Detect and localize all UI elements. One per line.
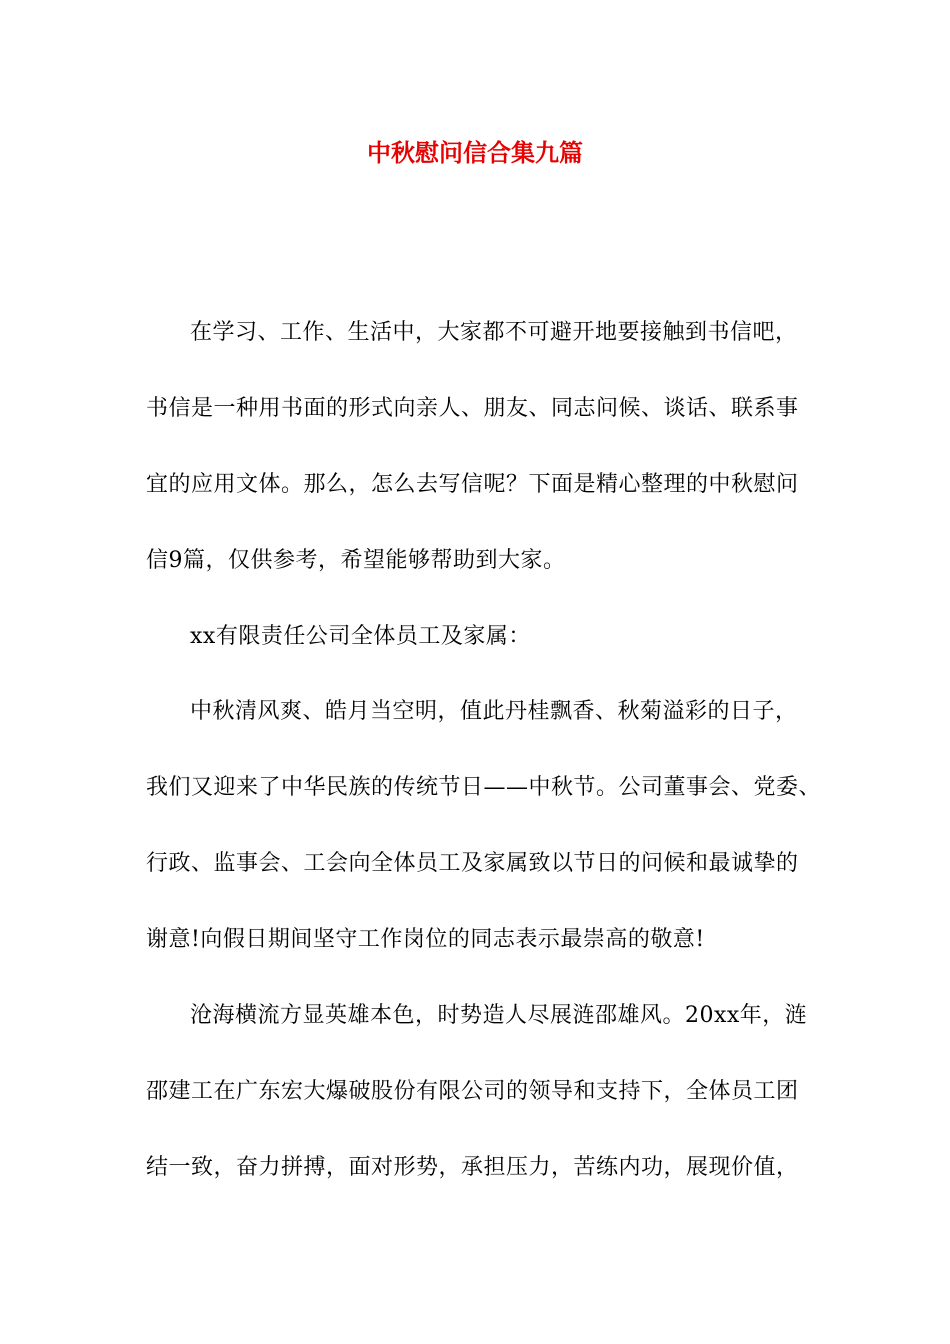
document-body bbox=[146, 318, 826, 1229]
document-title: 中秋慰问信合集九篇 bbox=[367, 138, 583, 167]
text-line: 在学习、工作、生活中，大家都不可避开地要接触到书信吧， bbox=[190, 320, 798, 345]
text-line: 谢意!向假日期间坚守工作岗位的同志表示最崇高的敬意! bbox=[146, 927, 705, 953]
text-line: 邵建工在广东宏大爆破股份有限公司的领导和支持下，全体员工团 bbox=[146, 1078, 799, 1104]
text-line: 信9篇，仅供参考，希望能够帮助到大家。 bbox=[146, 547, 566, 573]
text-line: 宜的应用文体。那么，怎么去写信呢？下面是精心整理的中秋慰问 bbox=[146, 471, 799, 497]
text-line: 行政、监事会、工会向全体员工及家属致以节日的问候和最诚挚的 bbox=[146, 851, 799, 877]
text-line: 中秋清风爽、皓月当空明，值此丹桂飘香、秋菊溢彩的日子， bbox=[190, 699, 798, 725]
text-line: xx有限责任公司全体员工及家属： bbox=[190, 623, 531, 649]
text-line: 结一致，奋力拼搏，面对形势，承担压力，苦练内功，展现价值， bbox=[146, 1154, 799, 1180]
text-line: 沧海横流方显英雄本色，时势造人尽展涟邵雄风。20xx年，涟 bbox=[190, 1003, 808, 1029]
text-line: 书信是一种用书面的形式向亲人、朋友、同志问候、谈话、联系事 bbox=[146, 395, 799, 421]
text-line: 我们又迎来了中华民族的传统节日——中秋节。公司董事会、党委、 bbox=[146, 775, 822, 801]
